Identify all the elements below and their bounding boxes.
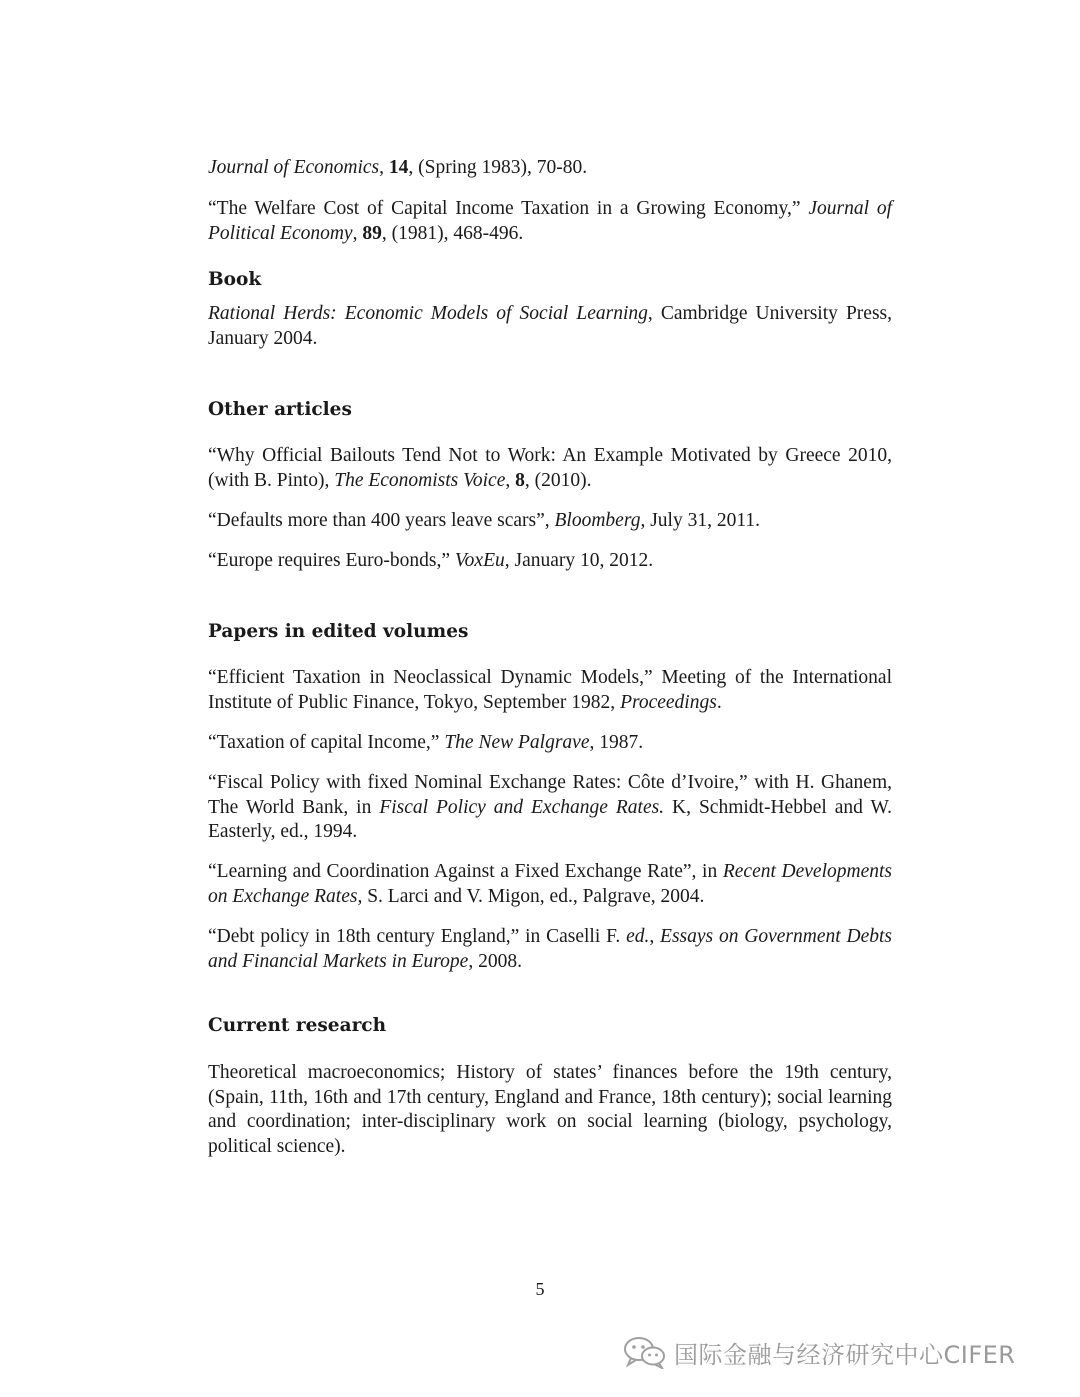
page-number: 5: [535, 1279, 545, 1299]
section-heading-papers: Papers in edited volumes: [208, 621, 469, 642]
book-entry: Rational Herds: Economic Models of Social Learning, Cambridge University Press, January 2004.: [208, 303, 893, 349]
paper-entry: “Efficient Taxation in Neoclassical Dynamic Models,” Meeting of the International Institute of Public Finance, Tokyo, September 1982, Proceedings.: [208, 667, 892, 713]
paper-entry: “Fiscal Policy with fixed Nominal Exchange Rates: Côte d’Ivoire,” with H. Ghanem, The World Bank, in Fiscal Policy and Exchange Rates. K, Schmidt-Hebbel and W. Easterly, ed., 1994.: [208, 772, 892, 842]
publication-entry: Journal of Economics, 14, (Spring 1983), 70-80.: [208, 157, 588, 178]
wechat-icon: [622, 1335, 668, 1369]
paper-entry: “Taxation of capital Income,” The New Palgrave, 1987.: [208, 732, 644, 753]
article-entry: “Why Official Bailouts Tend Not to Work: An Example Motivated by Greece 2010, (with B. Pinto), The Economists Voice, 8, (2010).: [208, 445, 892, 491]
publication-entry: “The Welfare Cost of Capital Income Taxation in a Growing Economy,” Journal of Political Economy, 89, (1981), 468-496.: [208, 198, 892, 244]
paper-entry: “Debt policy in 18th century England,” in Caselli F. ed., Essays on Government Debts and Financial Markets in Europe, 2008.: [208, 926, 892, 972]
watermark: [622, 1334, 1015, 1370]
section-heading-other-articles: Other articles: [208, 399, 352, 420]
section-heading-book: Book: [208, 269, 262, 290]
watermark-text: 国际金融与经济研究中心CIFER: [674, 1340, 1016, 1369]
article-entry: “Defaults more than 400 years leave scars”, Bloomberg, July 31, 2011.: [208, 510, 760, 531]
research-text: Theoretical macroeconomics; History of states’ finances before the 19th century, (Spain, 11th, 16th and 17th century, England and France, 18th century); social learning and coordination; inter-disciplinary work on social learning (biology, psychology, political science).: [208, 1062, 892, 1157]
section-heading-current-research: Current research: [208, 1015, 387, 1036]
article-entry: “Europe requires Euro-bonds,” VoxEu, January 10, 2012.: [208, 550, 654, 571]
paper-entry: “Learning and Coordination Against a Fixed Exchange Rate”, in Recent Developments on Exchange Rates, S. Larci and V. Migon, ed., Palgrave, 2004.: [208, 861, 892, 907]
